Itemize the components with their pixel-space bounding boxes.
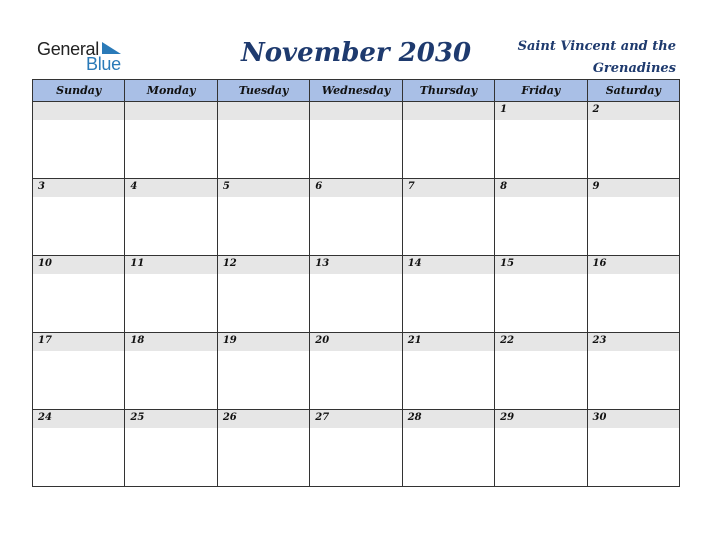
day-number: 1	[500, 104, 508, 115]
day-number-bar	[218, 102, 309, 120]
country-name	[496, 36, 676, 80]
week-row	[33, 102, 680, 179]
day-number: 5	[222, 181, 230, 192]
day-number-bar	[218, 179, 309, 197]
day-number-bar	[125, 333, 216, 351]
day-cell	[495, 410, 587, 487]
day-cell	[402, 333, 494, 410]
day-number: 4	[130, 181, 138, 192]
day-cell	[125, 410, 217, 487]
day-number: 7	[407, 181, 415, 192]
weekday-header-row	[33, 80, 680, 102]
day-cell	[33, 102, 125, 179]
day-cell	[217, 256, 309, 333]
day-number-bar	[125, 179, 216, 197]
day-cell	[495, 102, 587, 179]
day-number-bar	[218, 333, 309, 351]
day-number: 29	[500, 412, 515, 423]
day-number-bar	[495, 256, 586, 274]
day-number: 17	[38, 335, 52, 346]
day-number: 3	[38, 181, 45, 192]
day-number-bar	[403, 179, 494, 197]
day-cell	[402, 179, 494, 256]
day-cell	[125, 256, 217, 333]
day-number-bar	[495, 102, 586, 120]
day-number-bar	[310, 256, 401, 274]
day-cell	[587, 333, 679, 410]
day-cell	[495, 256, 587, 333]
day-number-bar	[218, 410, 309, 428]
day-cell	[402, 102, 494, 179]
day-number-bar	[403, 256, 494, 274]
day-cell	[495, 179, 587, 256]
day-number: 10	[38, 258, 52, 269]
day-number: 27	[315, 412, 330, 423]
day-number: 18	[130, 335, 145, 346]
country-name-line2: Grenadines	[592, 61, 676, 76]
day-cell	[402, 256, 494, 333]
weekday-wednesday: Wednesday	[310, 80, 402, 102]
day-number: 22	[500, 335, 515, 346]
day-number: 2	[592, 104, 600, 115]
day-cell	[125, 102, 217, 179]
day-number-bar	[33, 179, 124, 197]
day-cell	[33, 333, 125, 410]
day-number-bar	[403, 102, 494, 120]
day-number-bar	[588, 102, 679, 120]
day-number-bar	[33, 410, 124, 428]
day-cell	[217, 410, 309, 487]
day-cell	[587, 410, 679, 487]
day-cell	[125, 333, 217, 410]
weekday-sunday: Sunday	[33, 80, 125, 102]
week-row	[33, 256, 680, 333]
day-cell	[310, 179, 402, 256]
day-number-bar	[588, 256, 679, 274]
weekday-friday: Friday	[495, 80, 587, 102]
day-number: 12	[222, 258, 237, 269]
day-number-bar	[33, 333, 124, 351]
day-number: 6	[315, 181, 323, 192]
day-number: 15	[500, 258, 515, 269]
calendar-body	[33, 102, 680, 487]
day-cell	[587, 256, 679, 333]
weekday-monday: Monday	[125, 80, 217, 102]
day-number-bar	[125, 256, 216, 274]
day-cell	[310, 410, 402, 487]
generalblue-logo	[37, 39, 137, 75]
day-number: 30	[592, 412, 607, 423]
day-number: 14	[407, 258, 422, 269]
logo-text-general: General	[37, 39, 99, 59]
day-number: 21	[407, 335, 422, 346]
day-cell	[587, 102, 679, 179]
weekday-tuesday: Tuesday	[217, 80, 309, 102]
page-title: November 2030	[240, 38, 472, 68]
day-number: 24	[38, 412, 52, 423]
weekday-thursday: Thursday	[402, 80, 494, 102]
week-row	[33, 179, 680, 256]
week-row	[33, 410, 680, 487]
day-number: 23	[592, 335, 607, 346]
day-number-bar	[403, 333, 494, 351]
day-number: 28	[407, 412, 422, 423]
week-row	[33, 333, 680, 410]
day-cell	[217, 179, 309, 256]
day-number-bar	[588, 333, 679, 351]
day-cell	[310, 102, 402, 179]
day-number: 26	[222, 412, 237, 423]
day-number: 20	[315, 335, 330, 346]
day-number-bar	[495, 410, 586, 428]
day-cell	[217, 333, 309, 410]
day-number-bar	[310, 410, 401, 428]
day-number-bar	[310, 333, 401, 351]
day-number: 16	[592, 258, 607, 269]
day-number: 8	[500, 181, 508, 192]
logo-text-blue: Blue	[86, 54, 121, 74]
day-number: 13	[315, 258, 330, 269]
day-cell	[217, 102, 309, 179]
day-number: 9	[592, 181, 600, 192]
day-number: 25	[130, 412, 145, 423]
day-cell	[125, 179, 217, 256]
day-number-bar	[218, 256, 309, 274]
day-number-bar	[310, 102, 401, 120]
day-number-bar	[495, 179, 586, 197]
day-number-bar	[588, 179, 679, 197]
day-number-bar	[403, 410, 494, 428]
day-number-bar	[125, 102, 216, 120]
day-cell	[310, 256, 402, 333]
day-number: 11	[130, 258, 145, 269]
calendar-grid	[32, 79, 680, 487]
day-number-bar	[588, 410, 679, 428]
day-number: 19	[222, 335, 237, 346]
day-number-bar	[495, 333, 586, 351]
day-cell	[33, 179, 125, 256]
day-cell	[33, 256, 125, 333]
day-number-bar	[33, 256, 124, 274]
weekday-saturday: Saturday	[587, 80, 679, 102]
day-number-bar	[125, 410, 216, 428]
day-cell	[33, 410, 125, 487]
day-number-bar	[310, 179, 401, 197]
day-number-bar	[33, 102, 124, 120]
country-name-line1: Saint Vincent and the	[517, 39, 676, 54]
day-cell	[402, 410, 494, 487]
day-cell	[587, 179, 679, 256]
day-cell	[495, 333, 587, 410]
day-cell	[310, 333, 402, 410]
